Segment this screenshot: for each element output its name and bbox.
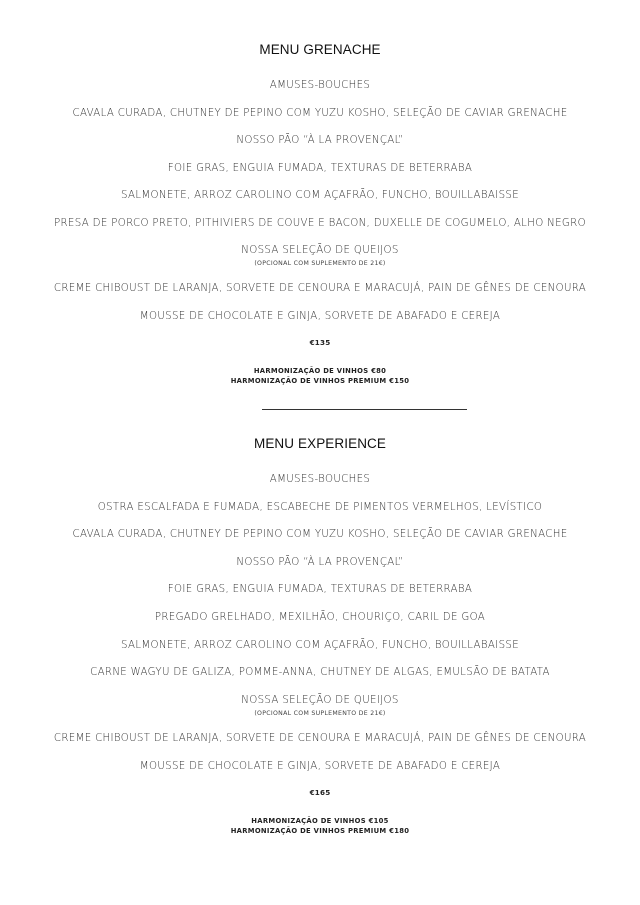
experience-course-queijos: NOSSA SELEÇÃO DE QUEIJOS — [241, 695, 399, 706]
experience-course-creme-chiboust: CREME CHIBOUST DE LARANJA, SORVETE DE CENOURA E MARACUJÁ, PAIN DE GÊNES DE CENOURA — [53, 733, 587, 744]
experience-course-foie-gras: FOIE GRAS, ENGUIA FUMADA, TEXTURAS DE BETERRABA — [167, 584, 473, 595]
grenache-wine-pairing: HARMONIZAÇÃO DE VINHOS €80 — [253, 367, 387, 375]
grenache-price: €135 — [309, 338, 331, 347]
menu-experience-title: MENU EXPERIENCE — [253, 436, 387, 451]
experience-course-pao: NOSSO PÃO “À LA PROVENÇAL” — [236, 557, 404, 568]
experience-course-pregado: PREGADO GRELHADO, MEXILHÃO, CHOURIÇO, CARIL DE GOA — [154, 612, 486, 623]
grenache-wine-pairing-premium: HARMONIZAÇÃO DE VINHOS PREMIUM €150 — [230, 377, 410, 385]
grenache-course-presa: PRESA DE PORCO PRETO, PITHIVIERS DE COUVE E BACON, DUXELLE DE COGUMELO, ALHO NEGRO — [54, 218, 586, 229]
grenache-course-creme-chiboust: CREME CHIBOUST DE LARANJA, SORVETE DE CENOURA E MARACUJÁ, PAIN DE GÊNES DE CENOURA — [53, 283, 587, 294]
experience-course-wagyu: CARNE WAGYU DE GALIZA, POMME-ANNA, CHUTNEY DE ALGAS, EMULSÃO DE BATATA — [90, 667, 550, 678]
grenache-course-amuses-bouches: AMUSES-BOUCHES — [269, 80, 371, 91]
menu-grenache-title: MENU GRENACHE — [259, 42, 381, 57]
experience-course-salmonete: SALMONETE, ARROZ CAROLINO COM AÇAFRÃO, FUNCHO, BOUILLABAISSE — [121, 640, 519, 651]
experience-course-ostra: OSTRA ESCALFADA E FUMADA, ESCABECHE DE PIMENTOS VERMELHOS, LEVÍSTICO — [97, 502, 543, 513]
section-divider — [262, 409, 467, 410]
experience-course-cavala: CAVALA CURADA, CHUTNEY DE PEPINO COM YUZU KOSHO, SELEÇÃO DE CAVIAR GRENACHE — [72, 529, 568, 540]
experience-wine-pairing: HARMONIZAÇÃO DE VINHOS €105 — [251, 817, 389, 825]
experience-course-amuses-bouches: AMUSES-BOUCHES — [269, 474, 371, 485]
grenache-course-cavala: CAVALA CURADA, CHUTNEY DE PEPINO COM YUZU KOSHO, SELEÇÃO DE CAVIAR GRENACHE — [72, 108, 568, 119]
grenache-cheese-note: (OPCIONAL COM SUPLEMENTO DE 21€) — [254, 260, 386, 267]
grenache-course-pao: NOSSO PÃO “À LA PROVENÇAL” — [236, 135, 404, 146]
grenache-course-foie-gras: FOIE GRAS, ENGUIA FUMADA, TEXTURAS DE BETERRABA — [167, 163, 473, 174]
grenache-course-mousse: MOUSSE DE CHOCOLATE E GINJA, SORVETE DE ABAFADO E CEREJA — [139, 311, 501, 322]
experience-price: €165 — [309, 788, 331, 797]
grenache-course-salmonete: SALMONETE, ARROZ CAROLINO COM AÇAFRÃO, FUNCHO, BOUILLABAISSE — [121, 190, 519, 201]
experience-cheese-note: (OPCIONAL COM SUPLEMENTO DE 21€) — [254, 710, 386, 717]
experience-course-mousse: MOUSSE DE CHOCOLATE E GINJA, SORVETE DE ABAFADO E CEREJA — [139, 761, 501, 772]
grenache-course-queijos: NOSSA SELEÇÃO DE QUEIJOS — [241, 245, 399, 256]
experience-wine-pairing-premium: HARMONIZAÇÃO DE VINHOS PREMIUM €180 — [230, 827, 410, 835]
